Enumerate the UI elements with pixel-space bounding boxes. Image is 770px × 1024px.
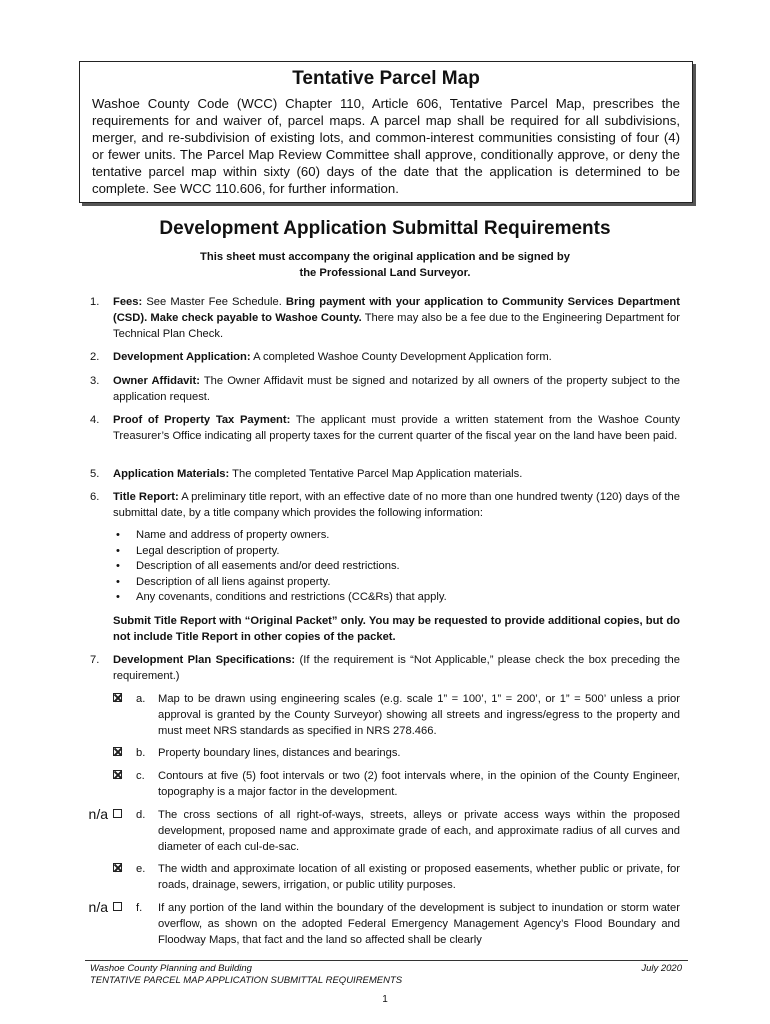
checkbox-checked[interactable] — [113, 770, 122, 779]
subheading-line-2: the Professional Land Surveyor. — [299, 267, 471, 279]
item-text: See Master Fee Schedule. — [142, 296, 286, 308]
list-item-text: Legal description of property. — [136, 544, 280, 557]
footer-date: July 2020 — [641, 963, 682, 974]
item-label: Proof of Property Tax Payment: — [113, 414, 291, 426]
item-label: Title Report: — [113, 491, 179, 503]
title-report-note: Submit Title Report with “Original Packet” only. You may be requested to provide additional copies, but do not include Title Report in other copies of the packet. — [113, 615, 680, 643]
list-item-text: Name and address of property owners. — [136, 529, 330, 541]
spec-letter: f. — [136, 902, 143, 914]
subheading-line-1: This sheet must accompany the original application and be signed by — [200, 251, 570, 263]
bullet-icon: • — [116, 560, 120, 573]
list-item — [113, 544, 673, 560]
spec-letter: c. — [136, 770, 145, 782]
checkbox-unchecked[interactable] — [113, 902, 122, 911]
checkbox-checked[interactable] — [113, 693, 122, 702]
list-item — [113, 590, 673, 606]
checkbox-checked[interactable] — [113, 747, 122, 756]
list-item — [113, 575, 673, 591]
item-label: Development Plan Specifications: — [113, 654, 296, 666]
item-label: Development Application: — [113, 351, 251, 363]
footer-department: Washoe County Planning and Building — [90, 963, 252, 974]
requirement-item-5 — [90, 466, 680, 482]
spec-text: Map to be drawn using engineering scales (e.g. scale 1” = 100’, 1” = 200’, or 1” = 500’ unless a prior approval is granted by the County Surveyor) showing all streets and ingress/egress to the property and must meet NRS standards as specified in NRS 278.466. — [158, 693, 680, 737]
item-label: Fees: — [113, 296, 143, 308]
requirement-item-3 — [90, 373, 680, 405]
spec-text: Property boundary lines, distances and bearings. — [158, 747, 401, 759]
item-bold-text: Bring payment with your application to Community Services Department (CSD). Make check payable to Washoe County. — [113, 296, 680, 324]
item-text: (If the requirement is “Not Applicable,” please check the box preceding the requirement.) — [113, 654, 680, 682]
footer-document-title: TENTATIVE PARCEL MAP APPLICATION SUBMITTAL REQUIREMENTS — [90, 975, 403, 986]
spec-item-f — [80, 900, 680, 948]
item-text: The applicant must provide a written statement from the Washoe County Treasurer’s Office indicating all property taxes for the current quarter of the fiscal year on the land have been paid. — [113, 414, 680, 442]
subheading — [0, 249, 770, 281]
bullet-icon: • — [116, 591, 120, 604]
checkbox-unchecked[interactable] — [113, 809, 122, 818]
item-number: 5. — [90, 468, 100, 480]
page-number: 1 — [382, 994, 388, 1005]
bullet-icon: • — [116, 575, 120, 588]
spec-item-a — [80, 691, 680, 739]
spec-item-d — [80, 807, 680, 855]
item-number: 4. — [90, 414, 100, 426]
spec-text: The width and approximate location of all existing or proposed easements, whether public or private, for roads, drainage, sewers, irrigation, or public utility purposes. — [158, 863, 680, 891]
spec-text: Contours at five (5) foot intervals or two (2) foot intervals where, in the opinion of the County Engineer, topography is a major factor in the development. — [158, 770, 680, 798]
requirement-item-4 — [90, 412, 680, 444]
item-text: The Owner Affidavit must be signed and notarized by all owners of the property subject to the application request. — [113, 375, 681, 403]
spec-item-b — [80, 745, 680, 761]
footer-divider — [85, 960, 688, 961]
item-number: 2. — [90, 351, 100, 363]
item-label: Owner Affidavit: — [113, 375, 200, 387]
page-heading: Development Application Submittal Requirements — [159, 218, 611, 239]
na-label: n/a — [88, 806, 108, 822]
item-number: 7. — [90, 654, 100, 666]
requirement-item-7 — [90, 652, 680, 684]
list-item-text: Any covenants, conditions and restrictions (CC&Rs) that apply. — [136, 591, 447, 604]
spec-text: The cross sections of all right-of-ways, streets, alleys or private access ways within the proposed development, proposed name and approximate grade of each, and approximate radius of all curves and diameter of each cul-de-sac. — [158, 809, 680, 853]
spec-letter: e. — [136, 863, 146, 875]
list-item — [113, 528, 673, 544]
requirement-item-2 — [90, 349, 680, 365]
na-label: n/a — [88, 899, 108, 915]
item-number: 1. — [90, 296, 100, 308]
requirement-item-6 — [90, 489, 680, 521]
checkbox-checked[interactable] — [113, 863, 122, 872]
title-report-list — [113, 528, 673, 606]
spec-letter: d. — [136, 809, 146, 821]
requirement-item-1 — [90, 294, 680, 342]
box-body: Washoe County Code (WCC) Chapter 110, Article 606, Tentative Parcel Map, prescribes the requirements for and waiver of, parcel maps. A parcel map shall be required for all subdivisions, merger, and re-subdivision of existing lots, and common-interest communities consisting of four (4) or fewer units. The Parcel Map Review Committee shall approve, conditionally approve, or deny the tentative parcel map within sixty (60) days of the date that the application is determined to be complete. See WCC 110.606, for further information. — [92, 96, 680, 196]
spec-text: If any portion of the land within the boundary of the development is subject to inundation or storm water overflow, as shown on the adopted Federal Emergency Management Agency’s Flood Boundary and Floodway Maps, that fact and the land so affected shall be clearly — [158, 902, 680, 946]
bullet-icon: • — [116, 544, 120, 557]
list-item — [113, 559, 673, 575]
item-number: 3. — [90, 375, 100, 387]
spec-item-c — [80, 768, 680, 800]
item-text: A completed Washoe County Development Application form. — [250, 351, 552, 363]
bullet-icon: • — [116, 529, 120, 541]
item-text: The completed Tentative Parcel Map Application materials. — [229, 468, 523, 480]
list-item-text: Description of all liens against property. — [136, 575, 331, 588]
info-box — [79, 61, 693, 203]
item-text-2: There may also be a fee due to the Engineering Department for Technical Plan Check. — [113, 312, 680, 340]
box-title: Tentative Parcel Map — [292, 68, 480, 89]
item-number: 6. — [90, 491, 100, 503]
list-item-text: Description of all easements and/or deed restrictions. — [136, 560, 400, 573]
spec-letter: b. — [136, 747, 146, 759]
spec-item-e — [80, 861, 680, 893]
item-text: A preliminary title report, with an effective date of no more than one hundred twenty (120) days of the submittal date, by a title company which provides the following information: — [113, 491, 680, 519]
item-label: Application Materials: — [113, 468, 230, 480]
spec-letter: a. — [136, 693, 146, 705]
